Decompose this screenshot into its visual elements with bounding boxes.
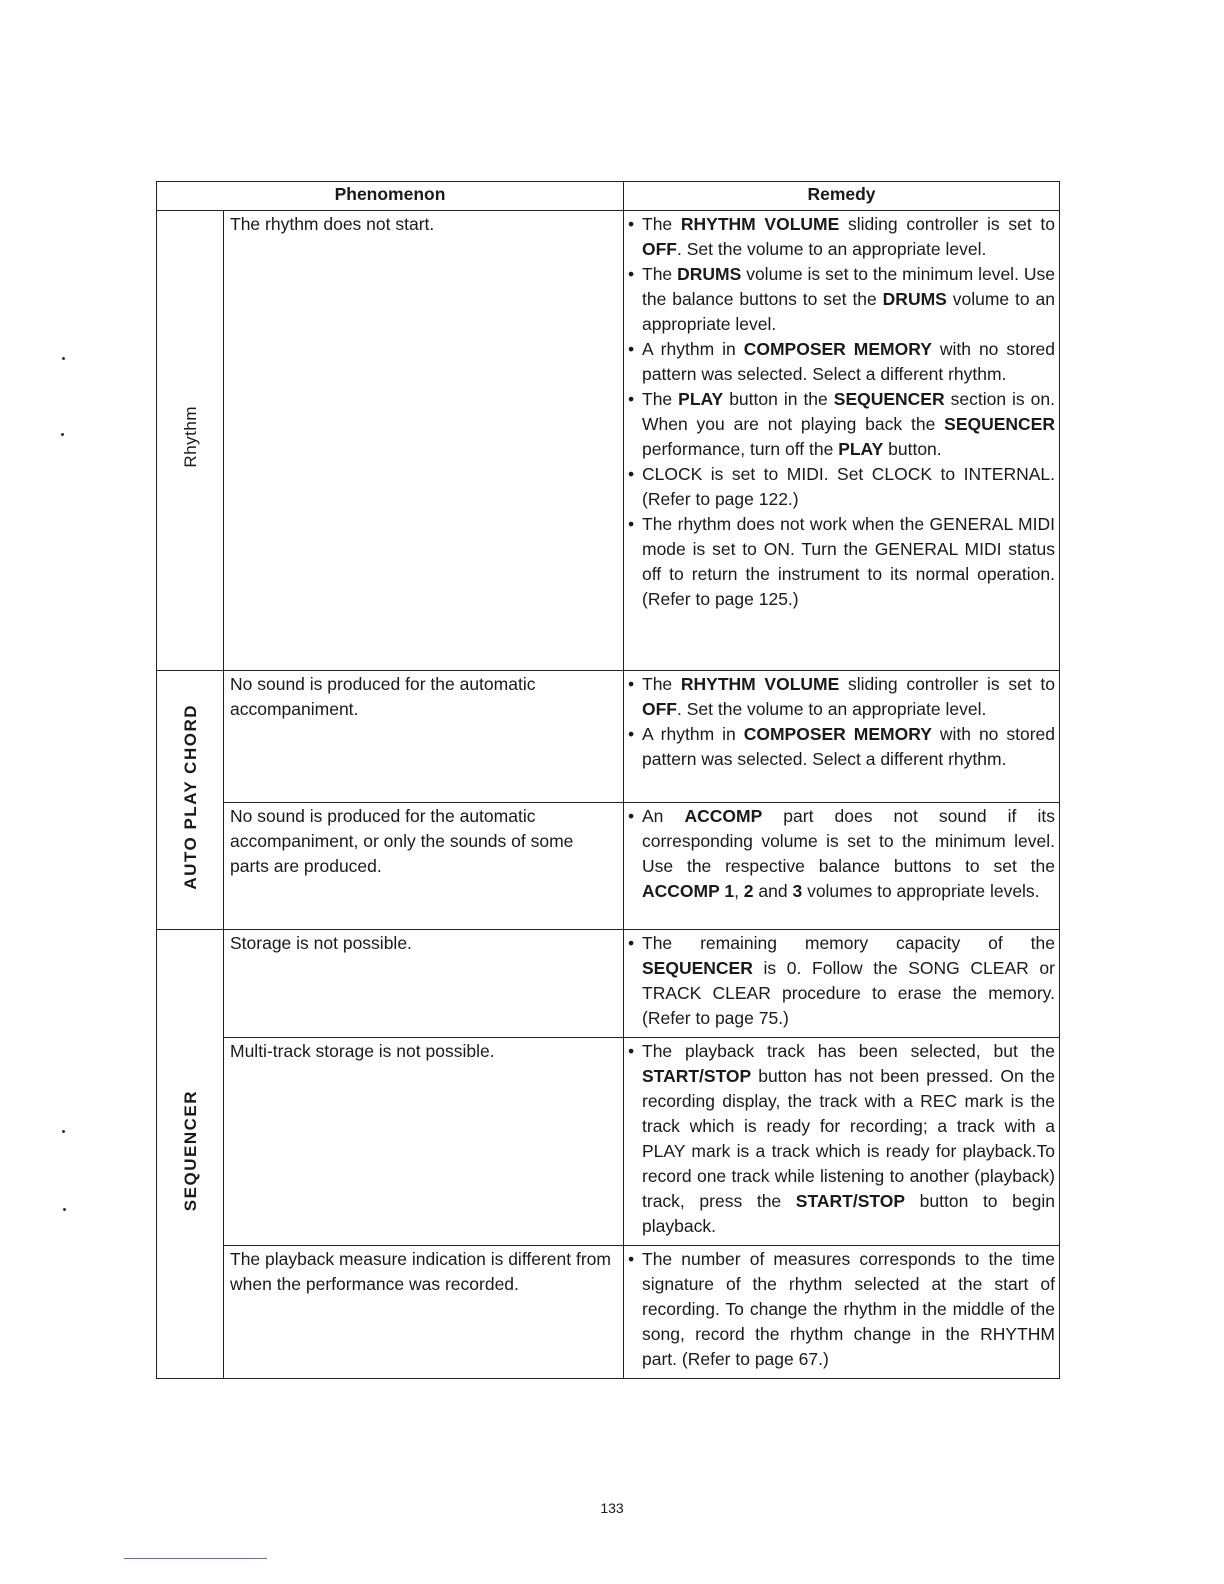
footer-rule [124, 1558, 267, 1559]
remedy-list [626, 1247, 1055, 1372]
scan-speck [62, 1130, 65, 1133]
table-row [157, 803, 1060, 930]
remedy-item: • An ACCOMP part does not sound if its corresponding volume is set to the minimum level. Use the respective balance buttons to set the ACCOMP 1, 2 and 3 volumes to appropriate levels. [626, 804, 1055, 904]
phenomenon-cell: Multi-track storage is not possible. [224, 1038, 624, 1246]
table-row [157, 1246, 1060, 1379]
table-row [157, 671, 1060, 803]
scan-speck [62, 357, 65, 360]
scan-speck [63, 1208, 66, 1211]
table-row [157, 211, 1060, 671]
table-header-row [157, 182, 1060, 211]
remedy-item: • The number of measures corresponds to the time signature of the rhythm selected at the start of recording. To change the rhythm in the middle of the song, record the rhythm change in the RHYTHM part. (Refer to page 67.) [626, 1247, 1055, 1372]
remedy-cell [624, 930, 1060, 1038]
header-remedy: Remedy [624, 182, 1060, 211]
remedy-item: • A rhythm in COMPOSER MEMORY with no stored pattern was selected. Select a different rhythm. [626, 337, 1055, 387]
remedy-cell [624, 1246, 1060, 1379]
table-row [157, 930, 1060, 1038]
remedy-item: • The playback track has been selected, but the START/STOP button has not been pressed. On the recording display, the track with a REC mark is the track which is ready for recording; a track with a PLAY mark is a track which is ready for playback.To record one track while listening to another (playback) track, press the START/STOP button to begin playback. [626, 1039, 1055, 1239]
remedy-list [626, 672, 1055, 772]
category-label-rhythm: Rhythm [180, 406, 200, 468]
remedy-list [626, 931, 1055, 1031]
troubleshooting-table [156, 181, 1060, 1379]
remedy-item: • The rhythm does not work when the GENERAL MIDI mode is set to ON. Turn the GENERAL MIDI status off to return the instrument to its normal operation. (Refer to page 125.) [626, 512, 1055, 612]
category-label-auto-play-chord: AUTO PLAY CHORD [180, 703, 200, 890]
remedy-item: • The DRUMS volume is set to the minimum level. Use the balance buttons to set the DRUMS volume to an appropriate level. [626, 262, 1055, 337]
phenomenon-cell: No sound is produced for the automatic accompaniment. [224, 671, 624, 803]
category-cell-sequencer [157, 930, 224, 1379]
phenomenon-cell: The rhythm does not start. [224, 211, 624, 671]
remedy-item: • The remaining memory capacity of the SEQUENCER is 0. Follow the SONG CLEAR or TRACK CLEAR procedure to erase the memory. (Refer to page 75.) [626, 931, 1055, 1031]
remedy-cell [624, 211, 1060, 671]
remedy-cell [624, 671, 1060, 803]
header-phenomenon: Phenomenon [157, 182, 624, 211]
remedy-cell [624, 1038, 1060, 1246]
scan-speck [61, 433, 64, 436]
remedy-list [626, 1039, 1055, 1239]
remedy-item: • The PLAY button in the SEQUENCER section is on. When you are not playing back the SEQUENCER performance, turn off the PLAY button. [626, 387, 1055, 462]
remedy-item: • The RHYTHM VOLUME sliding controller is set to OFF. Set the volume to an appropriate level. [626, 672, 1055, 722]
remedy-list [626, 804, 1055, 904]
category-cell-rhythm [157, 211, 224, 671]
category-cell-auto-play-chord [157, 671, 224, 930]
phenomenon-cell: The playback measure indication is different from when the performance was recorded. [224, 1246, 624, 1379]
remedy-list [626, 212, 1055, 612]
category-label-sequencer: SEQUENCER [180, 1089, 200, 1212]
remedy-item: • CLOCK is set to MIDI. Set CLOCK to INTERNAL. (Refer to page 122.) [626, 462, 1055, 512]
page-number: 133 [600, 1500, 624, 1516]
remedy-item: • The RHYTHM VOLUME sliding controller is set to OFF. Set the volume to an appropriate level. [626, 212, 1055, 262]
phenomenon-cell: Storage is not possible. [224, 930, 624, 1038]
table-row [157, 1038, 1060, 1246]
phenomenon-cell: No sound is produced for the automatic accompaniment, or only the sounds of some parts are produced. [224, 803, 624, 930]
remedy-item: • A rhythm in COMPOSER MEMORY with no stored pattern was selected. Select a different rhythm. [626, 722, 1055, 772]
remedy-cell [624, 803, 1060, 930]
